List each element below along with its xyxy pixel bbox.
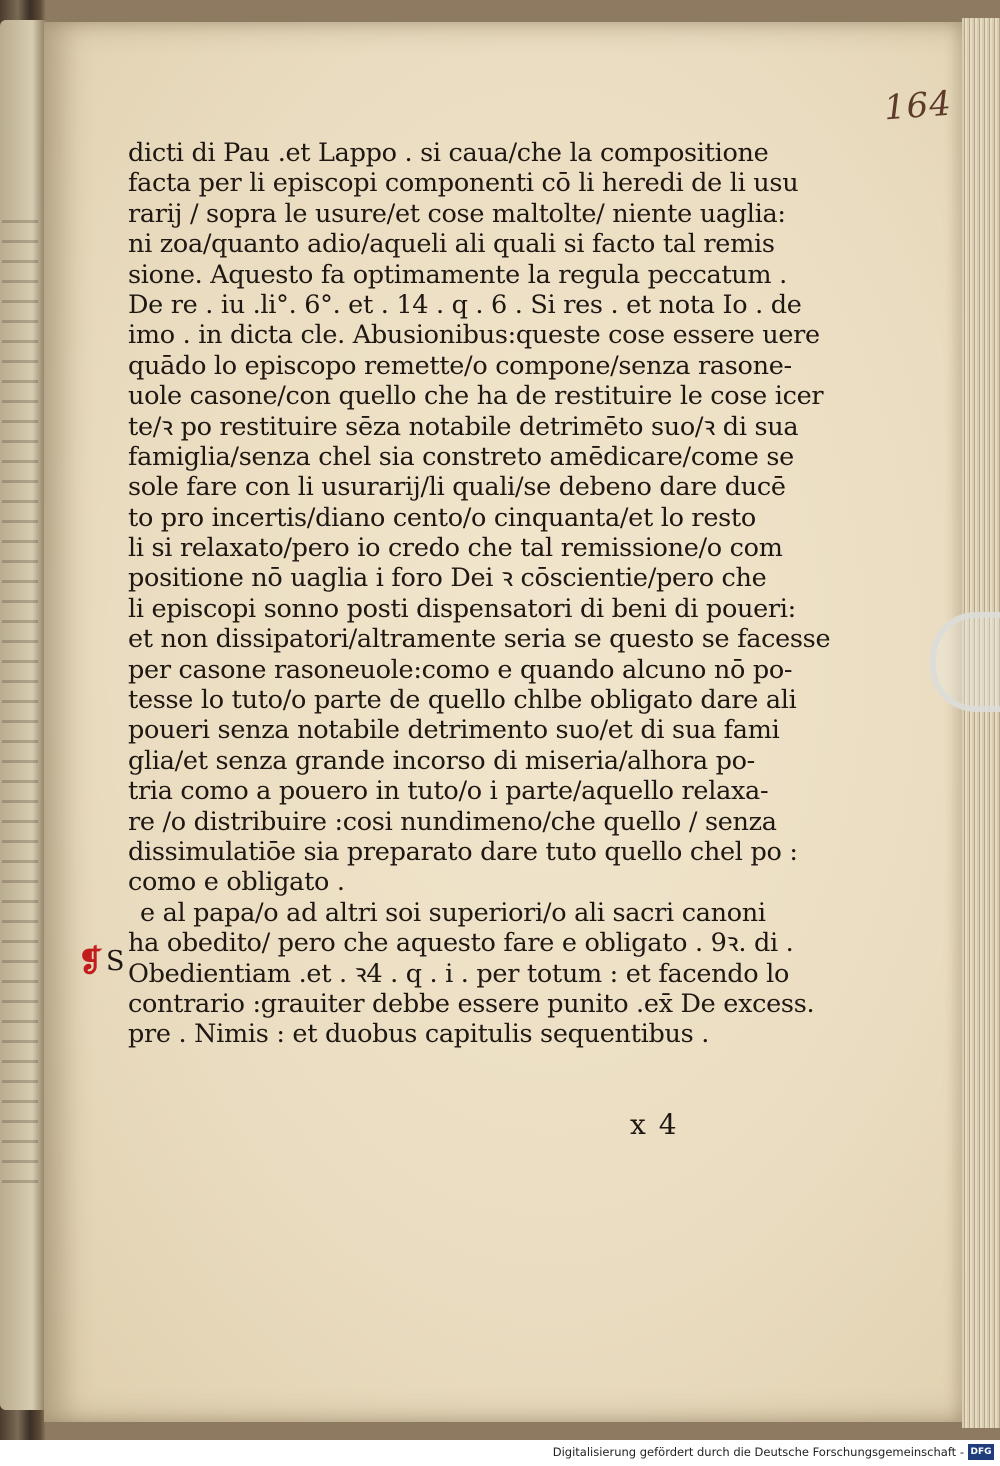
text-line: Obedientiam .et . ꝛ4 . q . i . per totum : et facendo lo	[128, 958, 790, 989]
main-text-block	[128, 138, 831, 1050]
folio-number: 164	[882, 83, 954, 129]
dfg-logo: DFG	[968, 1444, 994, 1460]
text-line: sione. Aquesto fa optimamente la regula peccatum .	[128, 259, 787, 290]
text-line: ha obedito/ pero che aquesto fare e obligato . 9ꝛ. di .	[128, 928, 794, 959]
text-line: li episcopi sonno posti dispensatori di beni di poueri:	[128, 593, 796, 624]
text-line: De re . iu .li°. 6°. et . 14 . q . 6 . Si res . et nota Io . de	[128, 289, 802, 320]
text-line: re /o distribuire :cosi nundimeno/che quello / senza	[128, 806, 777, 837]
text-line: tesse lo tuto/o parte de quello chlbe obligato dare ali	[128, 685, 797, 716]
initial-letter: S	[106, 946, 125, 977]
text-line: uole casone/con quello che ha de restituire le cose icer	[128, 381, 824, 412]
text-line: et non dissipatori/altramente seria se questo se facesse	[128, 624, 831, 655]
text-line: pre . Nimis : et duobus capitulis sequentibus .	[128, 1019, 710, 1050]
text-line: quādo lo episcopo remette/o compone/senza rasone-	[128, 350, 792, 381]
text-line: dicti di Pau .et Lappo . si caua/che la compositione	[128, 138, 769, 168]
funding-credit: Digitalisierung gefördert durch die Deutsche Forschungsgemeinschaft -	[552, 1445, 964, 1459]
text-line: per casone rasoneuole:como e quando alcuno nō po-	[128, 654, 793, 685]
facing-page-text-bleed	[2, 220, 38, 1200]
text-line: poueri senza notabile detrimento suo/et di sua fami	[128, 715, 780, 746]
text-line: como e obligato .	[128, 867, 345, 898]
text-line: dissimulatiōe sia preparato dare tuto quello chel po :	[128, 836, 798, 867]
text-line: rarij / sopra le usure/et cose maltolte/ niente uaglia:	[128, 198, 786, 229]
text-line: tria como a pouero in tuto/o i parte/aquello relaxa-	[128, 776, 769, 807]
text-line: e al papa/o ad altri soi superiori/o ali sacri canoni	[140, 897, 766, 928]
text-line: positione nō uaglia i foro Dei ꝛ cōscientie/pero che	[128, 563, 767, 594]
text-line: sole fare con li usurarij/li quali/se debeno dare ducē	[128, 472, 786, 503]
text-line: imo . in dicta cle. Abusionibus:queste cose essere uere	[128, 320, 820, 351]
text-line: glia/et senza grande incorso di miseria/alhora po-	[128, 745, 755, 776]
rubric-mark: ❡	[78, 944, 104, 979]
footer-bar	[0, 1440, 1000, 1466]
page-block-edges	[962, 18, 1000, 1428]
text-line: li si relaxato/pero io credo che tal remissione/o com	[128, 533, 783, 564]
text-line: contrario :grauiter debbe essere punito .ex̄ De excess.	[128, 988, 815, 1019]
text-line: to pro incertis/diano cento/o cinquanta/et lo resto	[128, 502, 756, 533]
text-line: te/ꝛ po restituire sēza notabile detrimēto suo/ꝛ di sua	[128, 411, 799, 442]
signature-mark: x 4	[630, 1108, 679, 1141]
text-line: famiglia/senza chel sia constreto amēdicare/come se	[128, 441, 794, 472]
facing-page-edge	[0, 20, 46, 1410]
text-line: facta per li episcopi componenti cō li heredi de li usu	[128, 168, 799, 199]
text-line: ni zoa/quanto adio/aqueli ali quali si facto tal remis	[128, 229, 775, 260]
